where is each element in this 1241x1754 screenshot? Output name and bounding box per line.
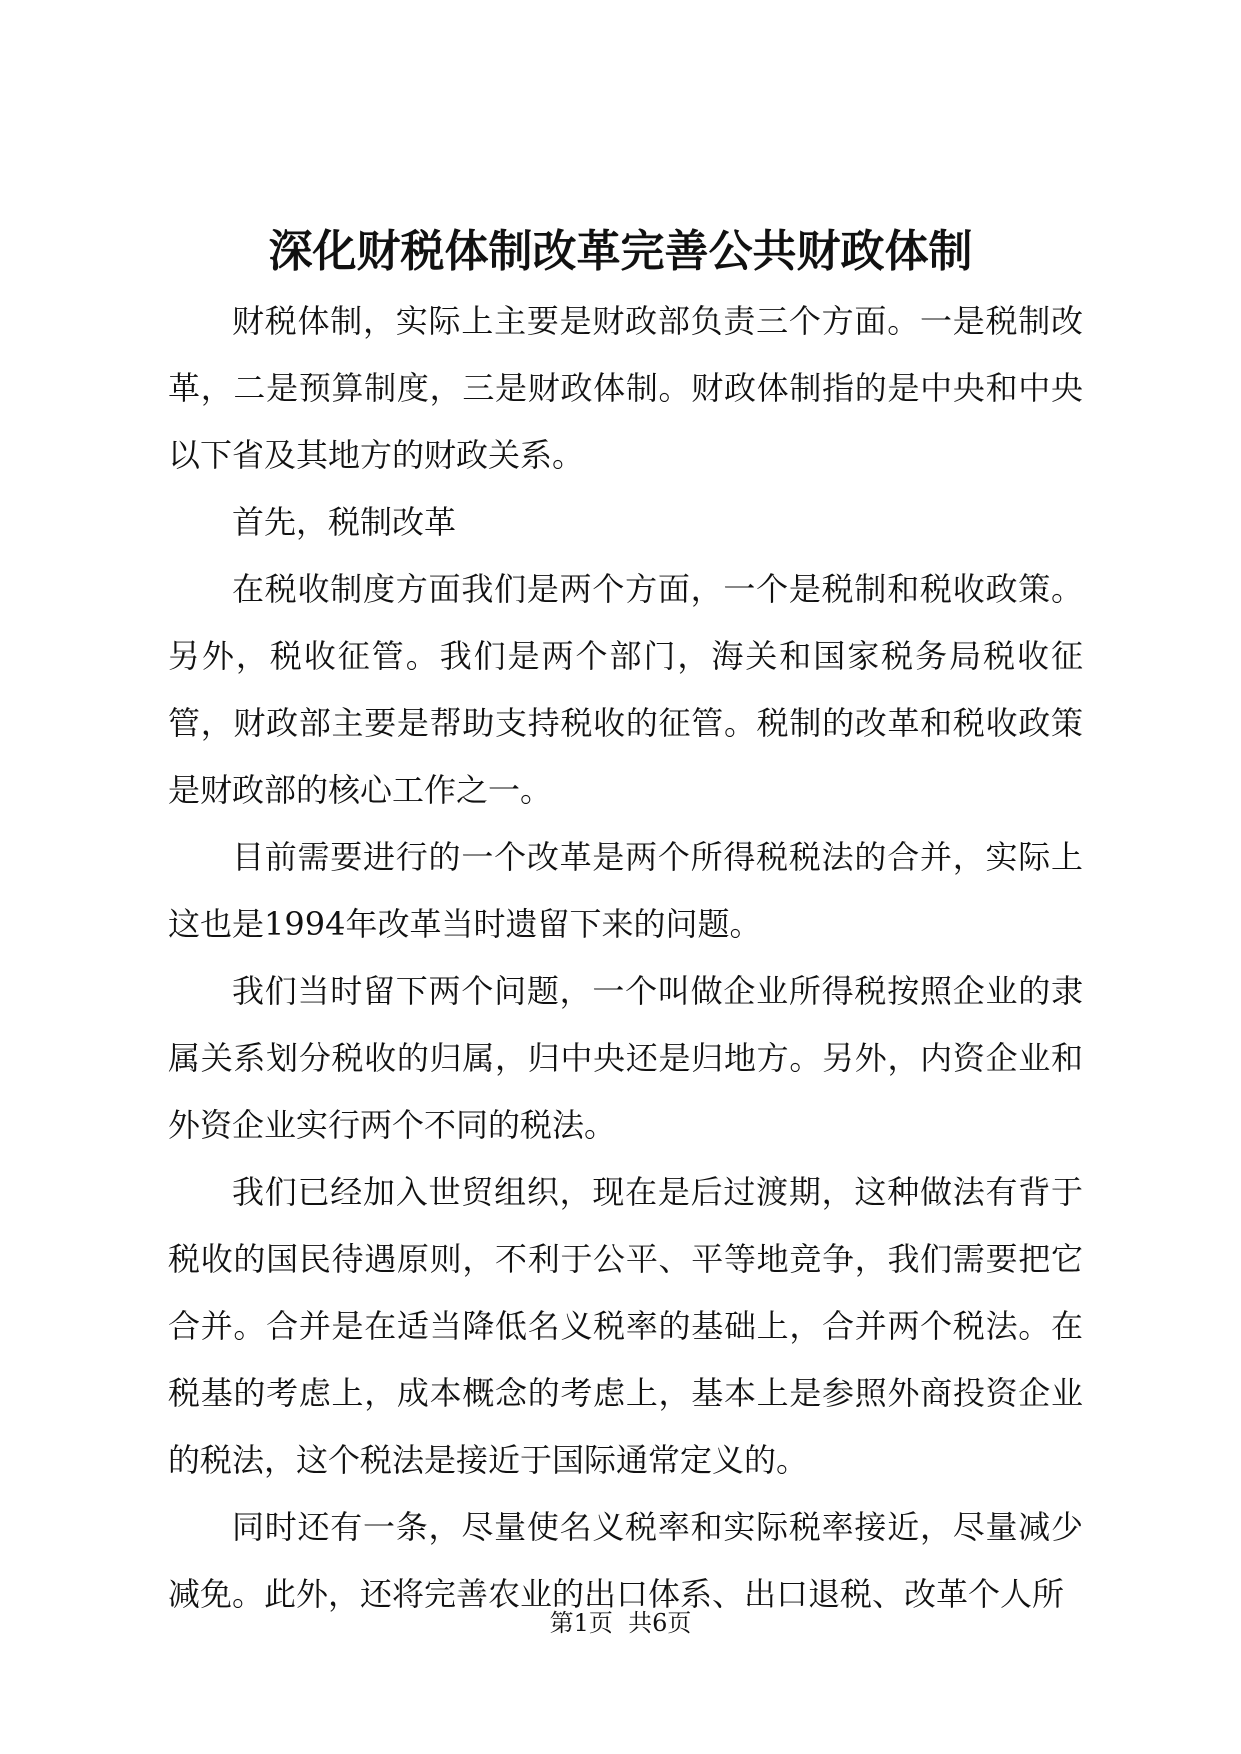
paragraph-1: 财税体制，实际上主要是财政部负责三个方面。一是税制改革，二是预算制度，三是财政体制。财政体制指的是中央和中央以下省及其地方的财政关系。 (168, 302, 1083, 474)
page-footer (0, 1606, 1241, 1640)
paragraph-3: 在税收制度方面我们是两个方面，一个是税制和税收政策。另外，税收征管。我们是两个部门，海关和国家税务局税收征管，财政部主要是帮助支持税收的征管。税制的改革和税收政策是财政部的核心工作之一。 (168, 570, 1083, 809)
paragraph-4: 目前需要进行的一个改革是两个所得税税法的合并，实际上这也是1994年改革当时遗留下来的问题。 (168, 838, 1083, 943)
page-number: 第1页 (549, 1609, 613, 1637)
document-body (168, 288, 1083, 1628)
page-total: 共6页 (628, 1609, 692, 1637)
document-title: 深化财税体制改革完善公共财政体制 (268, 226, 973, 277)
paragraph-6: 我们已经加入世贸组织，现在是后过渡期，这种做法有背于税收的国民待遇原则，不利于公平、平等地竞争，我们需要把它合并。合并是在适当降低名义税率的基础上，合并两个税法。在税基的考虑上，成本概念的考虑上，基本上是参照外商投资企业的税法，这个税法是接近于国际通常定义的。 (168, 1173, 1083, 1479)
paragraph-7: 同时还有一条，尽量使名义税率和实际税率接近，尽量减少减免。此外，还将完善农业的出口体系、出口退税、改革个人所 (168, 1508, 1083, 1613)
paragraph-5: 我们当时留下两个问题，一个叫做企业所得税按照企业的隶属关系划分税收的归属，归中央还是归地方。另外，内资企业和外资企业实行两个不同的税法。 (168, 972, 1083, 1144)
paragraph-2: 首先，税制改革 (232, 503, 457, 541)
